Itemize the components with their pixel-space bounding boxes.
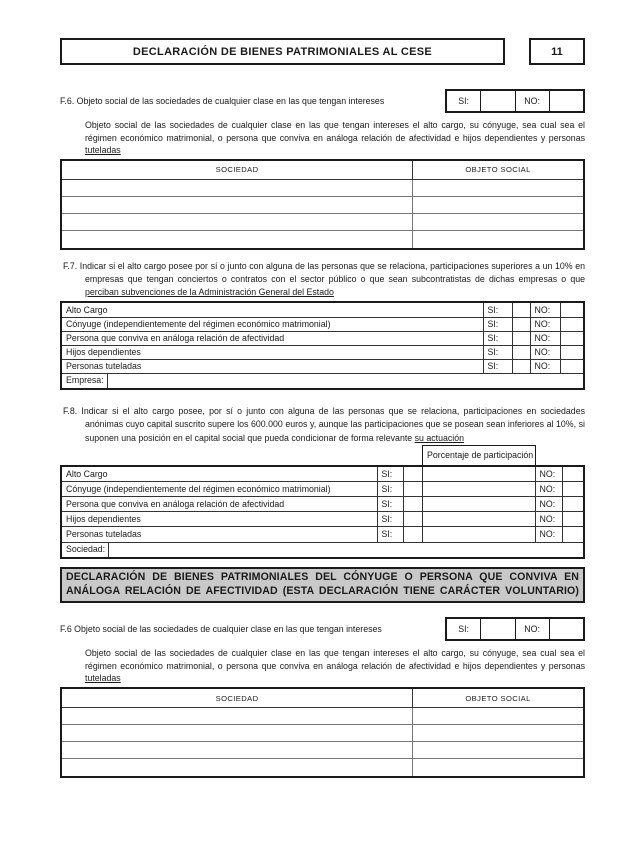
f6-question: F.6. Objeto social de las sociedades de cualquier clase en las que tengan intereses	[60, 96, 385, 106]
table-row	[62, 759, 583, 776]
f6-si-checkbox[interactable]	[481, 91, 515, 111]
person-label: Persona que conviva en análoga relación de afectividad	[62, 331, 483, 345]
si-label: SI:	[377, 497, 403, 512]
table-row	[62, 180, 583, 197]
no-label: NO:	[535, 482, 562, 497]
participation-cell[interactable]	[422, 482, 535, 497]
no-checkbox[interactable]	[560, 317, 583, 331]
si-label: SI:	[483, 331, 512, 345]
f6b-description-text: Objeto social de las sociedades de cualquier clase en las que tengan intereses el alto cargo, su cónyuge, sea cual sea el régimen económico matrimonial, o persona que conviva en análoga relación de afectividad e hijos dependientes y personas	[85, 648, 585, 671]
objeto-social-cell[interactable]	[413, 759, 583, 776]
f8-person-row	[62, 482, 583, 497]
si-label: SI:	[377, 527, 403, 542]
objeto-social-cell[interactable]	[413, 742, 583, 759]
f7-person-row	[62, 345, 583, 359]
no-label: NO:	[535, 512, 562, 527]
spouse-declaration-banner: DECLARACIÓN DE BIENES PATRIMONIALES DEL CÓNYUGE O PERSONA QUE CONVIVA EN ANÁLOGA RELACIÓN DE AFECTIVIDAD (ESTA DECLARACIÓN TIENE CARÁCTER VOLUNTARIO)	[60, 567, 585, 604]
objeto-social-cell[interactable]	[413, 708, 583, 725]
f6b-si-no-box	[445, 617, 585, 641]
table-row	[62, 725, 583, 742]
no-label: NO:	[535, 527, 562, 542]
si-checkbox[interactable]	[403, 482, 422, 497]
sociedad-label: Sociedad:	[62, 543, 109, 557]
page-header	[60, 38, 585, 65]
f7-question-text: F.7. Indicar si el alto cargo posee por sí o junto con alguna de las personas que se relaciona, participaciones superiores a un 10% en empresas que tengan conciertos o contratos con el sector público o que sean subcontratistas de dichas empresas o que	[63, 260, 585, 284]
f6-si-label: SI:	[447, 91, 481, 111]
participation-cell[interactable]	[422, 497, 535, 512]
no-label: NO:	[530, 359, 560, 373]
person-label: Personas tuteladas	[62, 527, 377, 542]
si-checkbox[interactable]	[512, 331, 530, 345]
page-number-badge: 11	[529, 38, 585, 65]
person-label: Persona que conviva en análoga relación de afectividad	[62, 497, 377, 512]
objeto-social-cell[interactable]	[413, 231, 583, 248]
person-label: Personas tuteladas	[62, 359, 483, 373]
no-checkbox[interactable]	[562, 497, 583, 512]
f6-no-label: NO:	[516, 91, 550, 111]
table-row	[62, 197, 583, 214]
empresa-input[interactable]	[108, 374, 583, 388]
sociedad-cell[interactable]	[62, 725, 413, 742]
person-label: Cónyuge (independientemente del régimen económico matrimonial)	[62, 317, 483, 331]
table-header-objeto-social: OBJETO SOCIAL	[413, 161, 583, 180]
table-row	[62, 214, 583, 231]
person-label: Cónyuge (independientemente del régimen económico matrimonial)	[62, 482, 377, 497]
si-checkbox[interactable]	[512, 345, 530, 359]
f6b-question: F.6 Objeto social de las sociedades de cualquier clase en las que tengan intereses	[60, 624, 382, 635]
si-label: SI:	[483, 303, 512, 317]
f6b-no-label: NO:	[516, 619, 550, 639]
si-label: SI:	[377, 512, 403, 527]
sociedad-cell[interactable]	[62, 742, 413, 759]
si-checkbox[interactable]	[403, 497, 422, 512]
person-label: Hijos dependientes	[62, 512, 377, 527]
f7-person-row	[62, 303, 583, 317]
participation-cell[interactable]	[422, 527, 535, 542]
f7-question-underlined: perciban subvenciones de la Administración General del Estado	[85, 286, 334, 297]
no-checkbox[interactable]	[562, 467, 583, 482]
si-label: SI:	[483, 359, 512, 373]
objeto-social-cell[interactable]	[413, 180, 583, 197]
person-label: Alto Cargo	[62, 303, 483, 317]
f8-person-row	[62, 467, 583, 482]
no-checkbox[interactable]	[560, 345, 583, 359]
no-label: NO:	[530, 303, 560, 317]
sociedad-cell[interactable]	[62, 708, 413, 725]
si-checkbox[interactable]	[512, 317, 530, 331]
f8-question-text: F.8. Indicar si el alto cargo posee, por sí o junto con alguna de las personas que se relaciona, participaciones en sociedades anónimas cuyo capital suscrito supere los 600.000 euros y, aunque las participaciones que se posean sean inferiores al 10%, si suponen una posición en el capital social que pueda condicionar de forma relevante	[63, 406, 585, 443]
participation-cell[interactable]	[422, 467, 535, 482]
f8-person-row	[62, 512, 583, 527]
f6-description-underlined: tuteladas	[85, 145, 121, 155]
f6-question-row	[60, 89, 585, 113]
no-label: NO:	[530, 317, 560, 331]
f6-no-checkbox[interactable]	[550, 91, 583, 111]
sociedad-cell[interactable]	[62, 759, 413, 776]
participation-header-box	[422, 445, 536, 465]
si-checkbox[interactable]	[403, 527, 422, 542]
f7-person-row	[62, 359, 583, 373]
sociedad-cell[interactable]	[62, 180, 413, 197]
si-checkbox[interactable]	[403, 512, 422, 527]
no-checkbox[interactable]	[562, 482, 583, 497]
f8-table	[60, 465, 585, 559]
f6-description-text: Objeto social de las sociedades de cualquier clase en las que tengan intereses el alto cargo, su cónyuge, sea cual sea el régimen económico matrimonial, o persona que conviva en análoga relación de afectividad e hijos dependientes y personas	[85, 120, 585, 143]
si-label: SI:	[483, 317, 512, 331]
no-checkbox[interactable]	[560, 331, 583, 345]
objeto-social-cell[interactable]	[413, 214, 583, 231]
sociedad-cell[interactable]	[62, 231, 413, 248]
person-label: Alto Cargo	[62, 467, 377, 482]
f7-person-row	[62, 331, 583, 345]
table-row	[62, 231, 583, 248]
table-row	[62, 708, 583, 725]
f7-person-row	[62, 317, 583, 331]
f7-question	[60, 260, 585, 300]
no-checkbox[interactable]	[560, 303, 583, 317]
f8-question-underlined: su actuación	[414, 432, 465, 443]
participation-header-label: Porcentaje de participación	[427, 450, 534, 461]
f6-si-no-box	[445, 89, 585, 113]
f6-sociedad-table	[60, 159, 585, 250]
sociedad-row	[62, 542, 583, 557]
table-header-objeto-social: OBJETO SOCIAL	[413, 689, 583, 708]
no-checkbox[interactable]	[562, 527, 583, 542]
no-label: NO:	[530, 345, 560, 359]
no-checkbox[interactable]	[560, 359, 583, 373]
si-checkbox[interactable]	[512, 359, 530, 373]
f7-table	[60, 301, 585, 390]
no-label: NO:	[535, 497, 562, 512]
f6-description	[60, 119, 585, 157]
table-header-sociedad: SOCIEDAD	[62, 161, 413, 180]
sociedad-cell[interactable]	[62, 214, 413, 231]
no-label: NO:	[530, 331, 560, 345]
participation-cell[interactable]	[422, 512, 535, 527]
f6b-description	[60, 647, 585, 685]
empresa-label: Empresa:	[62, 374, 108, 388]
page-title: DECLARACIÓN DE BIENES PATRIMONIALES AL CESE	[60, 38, 505, 65]
table-header-sociedad: SOCIEDAD	[62, 689, 413, 708]
f6b-description-underlined: tuteladas	[85, 673, 121, 684]
f8-question	[60, 405, 585, 445]
si-label: SI:	[483, 345, 512, 359]
f8-person-row	[62, 527, 583, 542]
f6b-si-checkbox[interactable]	[481, 619, 515, 639]
table-row	[62, 742, 583, 759]
f8-section	[60, 405, 585, 559]
no-checkbox[interactable]	[562, 512, 583, 527]
objeto-social-cell[interactable]	[413, 725, 583, 742]
f6b-si-label: SI:	[447, 619, 481, 639]
si-label: SI:	[377, 467, 403, 482]
empresa-row	[62, 373, 583, 388]
sociedad-input[interactable]	[109, 543, 583, 557]
f6b-sociedad-table	[60, 687, 585, 778]
si-checkbox[interactable]	[512, 303, 530, 317]
si-label: SI:	[377, 482, 403, 497]
f6b-no-checkbox[interactable]	[550, 619, 583, 639]
si-checkbox[interactable]	[403, 467, 422, 482]
sociedad-cell[interactable]	[62, 197, 413, 214]
f8-person-row	[62, 497, 583, 512]
no-label: NO:	[535, 467, 562, 482]
person-label: Hijos dependientes	[62, 345, 483, 359]
objeto-social-cell[interactable]	[413, 197, 583, 214]
f6b-question-row	[60, 617, 585, 641]
